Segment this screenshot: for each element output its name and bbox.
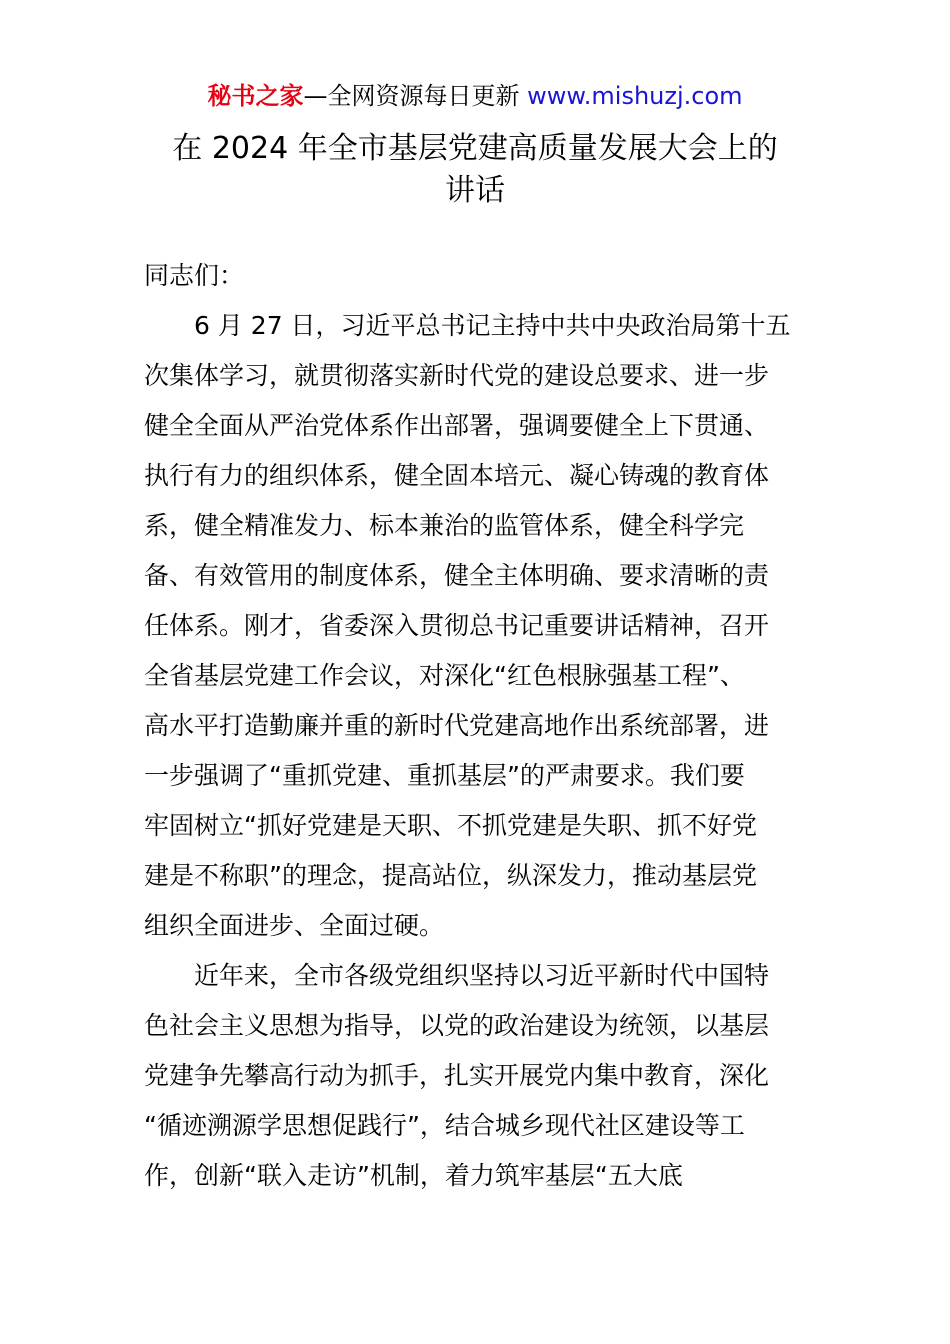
paragraph-line: 建是不称职”的理念，提高站位，纵深发力，推动基层党 [144, 861, 757, 890]
paragraph-1 [144, 301, 810, 951]
document-body [144, 251, 810, 1201]
paragraph-2 [144, 951, 810, 1201]
paragraph-line: 一步强调了“重抓党建、重抓基层”的严肃要求。我们要 [144, 761, 745, 790]
paragraph-line: 牢固树立“抓好党建是天职、不抓党建是失职、抓不好党 [144, 811, 757, 840]
paragraph-line: 组织全面进步、全面过硬。 [144, 911, 445, 940]
paragraph-line: 6 月 27 日，习近平总书记主持中共中央政治局第十五 [194, 311, 791, 340]
paragraph-line: 色社会主义思想为指导，以党的政治建设为统领，以基层 [144, 1011, 770, 1040]
paragraph-line: 次集体学习，就贯彻落实新时代党的建设总要求、进一步 [144, 361, 770, 390]
paragraph-line: 健全全面从严治党体系作出部署，强调要健全上下贯通、 [144, 411, 770, 440]
salutation: 同志们： [144, 261, 245, 290]
site-header [0, 80, 950, 112]
site-brand: 秘书之家 [207, 82, 304, 110]
paragraph-line: 备、有效管用的制度体系，健全主体明确、要求清晰的责 [144, 561, 770, 590]
title-line-2: 讲话 [445, 173, 505, 208]
paragraph-line: 高水平打造勤廉并重的新时代党建高地作出系统部署，进 [144, 711, 770, 740]
document-title [140, 128, 810, 212]
paragraph-line: 全省基层党建工作会议，对深化“红色根脉强基工程”、 [144, 661, 745, 690]
paragraph-line: 近年来，全市各级党组织坚持以习近平新时代中国特 [194, 961, 770, 990]
site-tagline: —全网资源每日更新 [303, 82, 520, 110]
paragraph-line: 执行有力的组织体系，健全固本培元、凝心铸魂的教育体 [144, 461, 770, 490]
site-url-link[interactable]: www.mishuzj.com [527, 82, 743, 110]
paragraph-line: 任体系。刚才，省委深入贯彻总书记重要讲话精神，召开 [144, 611, 770, 640]
paragraph-line: 党建争先攀高行动为抓手，扎实开展党内集中教育，深化 [144, 1061, 770, 1090]
paragraph-line: “循迹溯源学思想促践行”，结合城乡现代社区建设等工 [144, 1111, 745, 1140]
paragraph-line: 作，创新“联入走访”机制，着力筑牢基层“五大底 [144, 1161, 683, 1190]
title-line-1: 在 2024 年全市基层党建高质量发展大会上的 [172, 131, 778, 166]
paragraph-line: 系，健全精准发力、标本兼治的监管体系，健全科学完 [144, 511, 745, 540]
